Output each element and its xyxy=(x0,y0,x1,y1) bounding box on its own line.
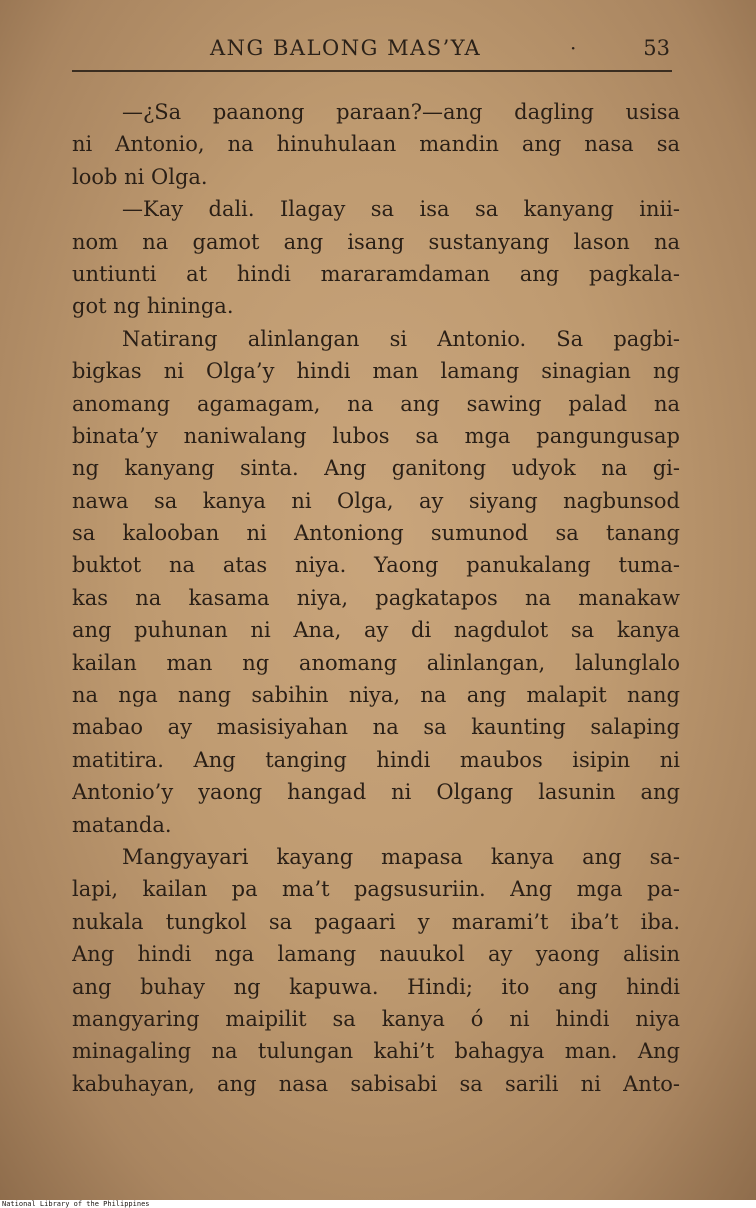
text-line: got ng hininga. xyxy=(72,294,234,319)
footer-credit: National Library of the Philippines xyxy=(2,1200,150,1208)
text-line: nom na gamot ang isang sustanyang lason na xyxy=(72,229,680,254)
text-line: ni Antonio, na hinuhulaan mandin ang nasa sa xyxy=(72,132,680,157)
text-line: buktot na atas niya. Yaong panukalang tuma- xyxy=(72,553,680,578)
text-line: ng kanyang sinta. Ang ganitong udyok na gi- xyxy=(72,456,680,481)
text-line: nukala tungkol sa pagaari y marami’t iba’t iba. xyxy=(72,909,680,934)
header-rule xyxy=(72,70,672,72)
text-line: ang buhay ng kapuwa. Hindi; ito ang hindi xyxy=(72,974,680,999)
text-line: kas na kasama niya, pagkatapos na manakaw xyxy=(72,585,680,610)
text-line: Ang hindi nga lamang nauukol ay yaong alisin xyxy=(72,942,680,967)
text-line: —Kay dali. Ilagay sa isa sa kanyang inii- xyxy=(122,197,680,222)
text-line: binata’y naniwalang lubos sa mga pangungusap xyxy=(72,423,680,448)
text-line: mabao ay masisiyahan na sa kaunting salaping xyxy=(72,715,680,740)
text-line: ang puhunan ni Ana, ay di nagdulot sa kanya xyxy=(72,618,680,643)
text-line: Antonio’y yaong hangad ni Olgang lasunin ang xyxy=(72,780,680,805)
text-line: lapi, kailan pa ma’t pagsusuriin. Ang mga pa- xyxy=(72,877,680,902)
text-line: matitira. Ang tanging hindi maubos isipin ni xyxy=(72,747,680,772)
page-number: 53 xyxy=(643,36,670,60)
text-line: na nga nang sabihin niya, na ang malapit nang xyxy=(72,683,680,708)
text-line: sa kalooban ni Antoniong sumunod sa tanang xyxy=(72,521,680,546)
text-line: kailan man ng anomang alinlangan, lalunglalo xyxy=(72,650,680,675)
body-text xyxy=(72,96,680,1100)
running-title: ANG BALONG MAS’YA xyxy=(210,36,482,60)
text-line: matanda. xyxy=(72,812,172,837)
text-line: Natirang alinlangan si Antonio. Sa pagbi- xyxy=(122,326,680,351)
text-line: bigkas ni Olga’y hindi man lamang sinagian ng xyxy=(72,359,680,384)
text-line: anomang agamagam, na ang sawing palad na xyxy=(72,391,680,416)
text-line: kabuhayan, ang nasa sabisabi sa sarili ni Anto- xyxy=(72,1071,680,1096)
text-line: nawa sa kanya ni Olga, ay siyang nagbunsod xyxy=(72,488,680,513)
text-line: untiunti at hindi mararamdaman ang pagkala- xyxy=(72,261,680,286)
text-line: minagaling na tulungan kahi’t bahagya man. Ang xyxy=(72,1039,680,1064)
text-line: —¿Sa paanong paraan?—ang dagling usisa xyxy=(122,100,680,124)
header-separator: · xyxy=(570,36,577,60)
text-line: mangyaring maipilit sa kanya ó ni hindi niya xyxy=(72,1006,680,1031)
text-line: loob ni Olga. xyxy=(72,164,208,189)
page-header xyxy=(70,36,680,64)
text-line: Mangyayari kayang mapasa kanya ang sa- xyxy=(122,844,680,869)
